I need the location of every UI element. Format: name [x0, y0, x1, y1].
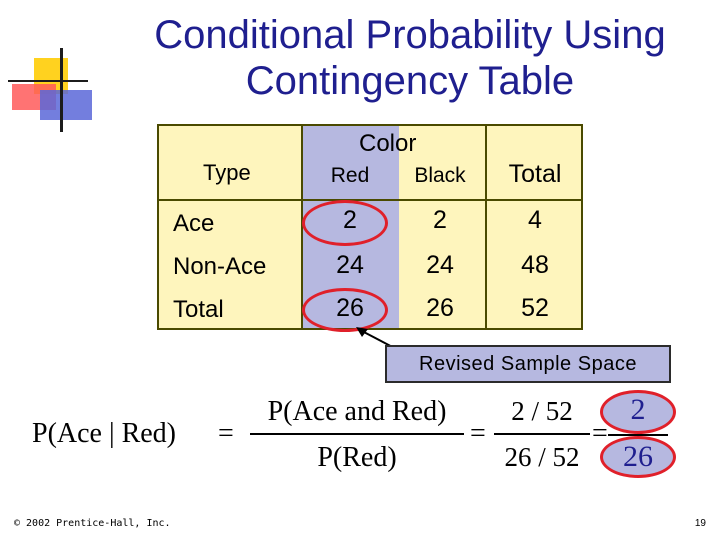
- cell-nonace-total: 48: [521, 251, 549, 279]
- copyright-notice: © 2002 Prentice-Hall, Inc.: [14, 518, 171, 529]
- slide-title-line1: Conditional Probability Using: [154, 13, 666, 57]
- fraction-bar-1: [250, 433, 464, 435]
- cell-nonace-red: 24: [336, 251, 364, 279]
- formula-equals-2: =: [470, 418, 486, 449]
- formula-denominator-2: 26 / 52: [504, 442, 580, 472]
- row-label-non-ace: Non-Ace: [173, 253, 267, 280]
- formula-denominator-1: P(Red): [317, 442, 397, 473]
- formula-numerator-2: 2 / 52: [511, 396, 573, 426]
- row-label-total: Total: [173, 296, 224, 323]
- formula-equals-3: =: [592, 418, 608, 449]
- pointer-arrowhead: [356, 327, 368, 337]
- formula-numerator-1: P(Ace and Red): [267, 396, 447, 427]
- cell-total-total: 52: [521, 294, 549, 322]
- revised-sample-space-callout: Revised Sample Space: [385, 345, 671, 383]
- column-group-header-color: Color: [359, 130, 417, 157]
- row-header-type: Type: [203, 160, 251, 185]
- cell-total-black: 26: [426, 294, 454, 322]
- formula-numerator-3: 2: [630, 393, 646, 426]
- column-header-black: Black: [414, 164, 466, 187]
- column-header-total: Total: [508, 160, 562, 188]
- column-header-red: Red: [330, 164, 370, 187]
- cell-ace-black: 2: [433, 206, 447, 234]
- formula-equals-1: =: [218, 418, 234, 449]
- cell-ace-total: 4: [528, 206, 542, 234]
- formula-denominator-3: 26: [623, 440, 653, 473]
- cell-total-red: 26: [336, 294, 364, 322]
- slide-title-line2: Contingency Table: [245, 59, 575, 103]
- formula-lhs: P(Ace | Red): [32, 418, 177, 449]
- cell-ace-red: 2: [343, 206, 357, 234]
- page-number: 19: [694, 518, 706, 529]
- fraction-bar-2: [494, 433, 590, 435]
- fraction-bar-3: [608, 434, 668, 436]
- cell-nonace-black: 24: [426, 251, 454, 279]
- row-label-ace: Ace: [173, 210, 215, 237]
